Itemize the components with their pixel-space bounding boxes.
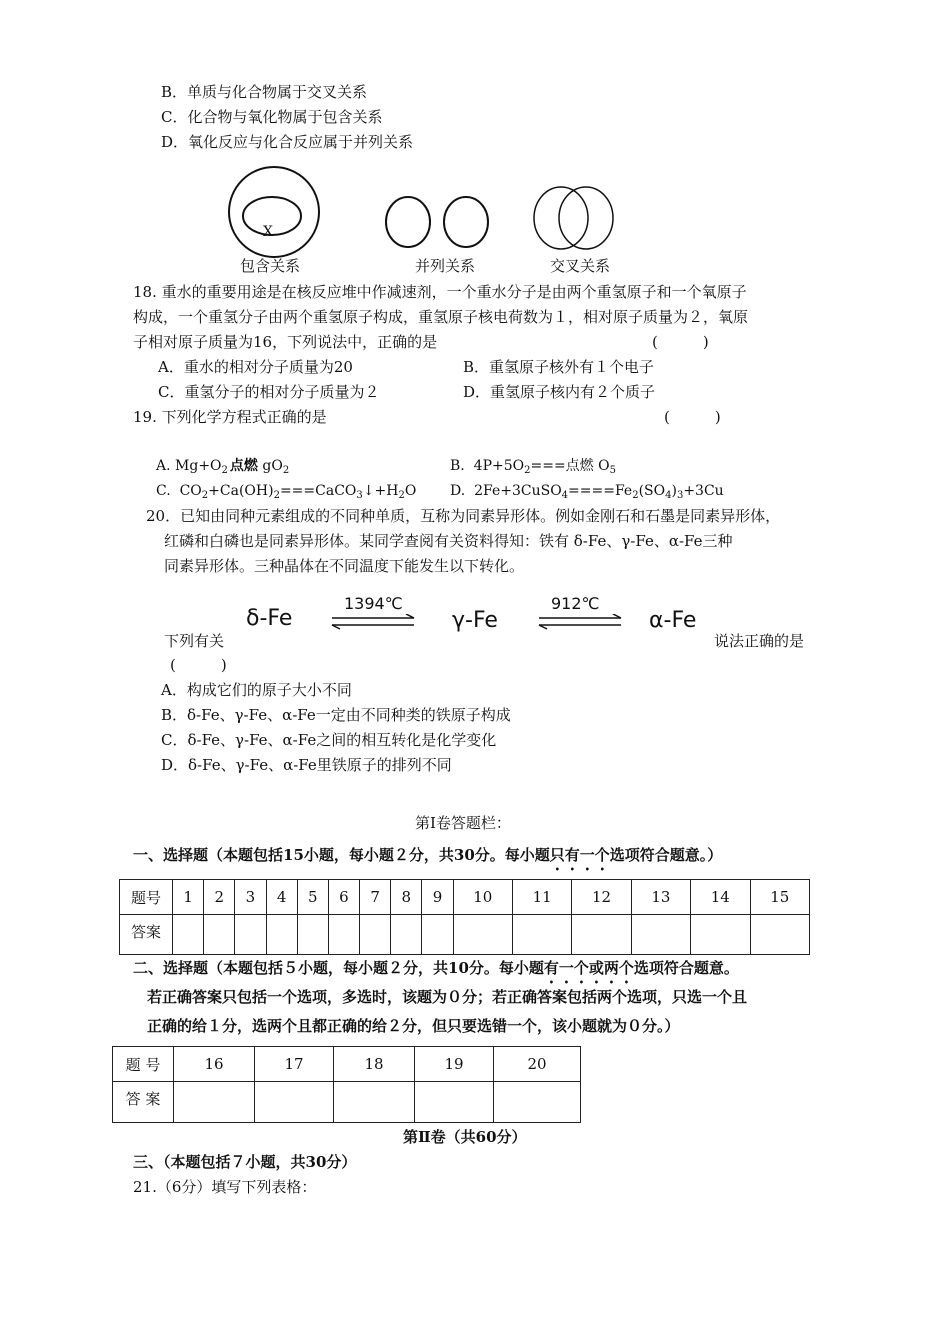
q20-lead-right: 说法正确的是 xyxy=(714,632,805,650)
q18-line-2: 构成，一个重氢分子由两个重氢原子构成，重氢原子核电荷数为１，相对原子质量为２，氧原 xyxy=(133,308,749,326)
cell-num: 1 xyxy=(173,880,204,915)
cell-num: 17 xyxy=(255,1047,334,1082)
parallel-diagram xyxy=(386,197,488,247)
section-1-heading: 一、选择题（本题包括15小题，每小题２分，共30分。每小题只有一个选项符合题意。） xyxy=(133,846,723,864)
q20-line-3: 同素异形体。三种晶体在不同温度下能发生以下转化。 xyxy=(164,557,525,575)
answer-cell[interactable] xyxy=(204,915,235,955)
q19-option-c-lead: C. xyxy=(156,483,171,499)
q17-option-c: C．化合物与氧化物属于包含关系 xyxy=(161,108,383,126)
q19-option-a-sub-2: 2 xyxy=(282,465,290,476)
answer-cell[interactable] xyxy=(328,915,359,955)
cell-num: 9 xyxy=(422,880,453,915)
answer-cell[interactable] xyxy=(360,915,391,955)
cell-num: 14 xyxy=(691,880,750,915)
q19-option-a-sub-1: 2 xyxy=(221,465,228,476)
answer-cell[interactable] xyxy=(266,915,297,955)
answer-cell[interactable] xyxy=(631,915,690,955)
q19-option-b-product: ===点燃 O xyxy=(530,458,610,474)
q17-option-d: D．氧化反应与化合反应属于并列关系 xyxy=(161,133,414,151)
answer-table-1 xyxy=(119,879,810,955)
cell-num: 20 xyxy=(494,1047,581,1082)
cell-num: 8 xyxy=(391,880,422,915)
equilibrium-arrow-2 xyxy=(537,614,623,630)
cell-num: 5 xyxy=(297,880,328,915)
q19-option-d-lead: D. xyxy=(450,483,466,499)
q19-option-b xyxy=(450,456,616,476)
row-head-answer: 答 案 xyxy=(113,1082,174,1123)
part-2-title: 第Ⅱ卷（共60分） xyxy=(403,1128,527,1146)
q18-answer-paren: ( ) xyxy=(652,333,709,351)
answer-sheet-title: 第Ⅰ卷答题栏： xyxy=(415,814,511,832)
section-2-line-3: 正确的给１分，选两个且都正确的给２分，但只要选错一个，该小题就为０分。） xyxy=(147,1017,680,1035)
q19-option-a-condition: 点燃 xyxy=(229,458,258,474)
answer-cell[interactable] xyxy=(494,1082,581,1123)
q20-option-d: D．δ-Fe、γ-Fe、α-Fe里铁原子的排列不同 xyxy=(161,756,452,774)
intersection-diagram xyxy=(534,187,613,249)
inclusion-diagram xyxy=(229,167,319,257)
q20-option-b: B．δ-Fe、γ-Fe、α-Fe一定由不同种类的铁原子构成 xyxy=(161,706,511,724)
section-2-heading: 二、选择题（本题包括５小题，每小题２分，共10分。每小题有一个或两个选项符合题意。 xyxy=(133,959,739,977)
cell-num: 15 xyxy=(750,880,810,915)
table-row-answers xyxy=(113,1082,581,1123)
table-row-numbers xyxy=(120,880,810,915)
q19-option-b-sub-1: 2 xyxy=(524,465,531,476)
label-intersection: 交叉关系 xyxy=(550,257,611,275)
answer-cell[interactable] xyxy=(422,915,453,955)
q19-option-b-sub-2: 5 xyxy=(609,465,616,476)
q19-option-c: C. $CO_2+Ca(OH)_2===CaCO_3↓+H_2O$ xyxy=(156,483,417,501)
q18-option-a: A．重水的相对分子质量为20 xyxy=(158,358,353,376)
temperature-1394: 1394℃ xyxy=(344,594,403,613)
alpha-fe-label: α-Fe xyxy=(649,608,697,633)
q18-line-1: 18. 重水的重要用途是在核反应堆中作减速剂，一个重水分子是由两个重氢原子和一个氧原子 xyxy=(133,283,747,301)
q19-option-b-lead: B. xyxy=(450,458,465,474)
cell-num: 18 xyxy=(334,1047,415,1082)
q20-line-2: 红磷和白磷也是同素异形体。某同学查阅有关资料得知：铁有 δ-Fe、γ-Fe、α-Fe三种 xyxy=(164,532,733,550)
gamma-fe-label: γ-Fe xyxy=(452,608,498,633)
cell-num: 11 xyxy=(512,880,571,915)
answer-cell[interactable] xyxy=(173,915,204,955)
cell-num: 3 xyxy=(235,880,266,915)
q19-option-a-product: gO xyxy=(262,458,283,474)
inclusion-inner-label: X xyxy=(263,224,273,240)
section-3-heading: 三、（本题包括７小题，共30分） xyxy=(133,1153,357,1171)
q18-line-3: 子相对原子质量为16，下列说法中，正确的是 xyxy=(133,333,438,351)
answer-cell[interactable] xyxy=(391,915,422,955)
label-parallel: 并列关系 xyxy=(415,257,476,275)
q21-stem: 21.（6分）填写下列表格： xyxy=(133,1178,317,1196)
answer-cell[interactable] xyxy=(512,915,571,955)
answer-cell[interactable] xyxy=(255,1082,334,1123)
row-head-number: 题号 xyxy=(120,880,173,915)
answer-cell[interactable] xyxy=(691,915,750,955)
answer-cell[interactable] xyxy=(334,1082,415,1123)
answer-table-2 xyxy=(112,1046,581,1123)
cell-num: 6 xyxy=(328,880,359,915)
answer-cell[interactable] xyxy=(174,1082,255,1123)
q18-option-c: C．重氢分子的相对分子质量为２ xyxy=(158,383,380,401)
row-head-number: 题 号 xyxy=(113,1047,174,1082)
q19-option-a xyxy=(156,456,289,476)
emphasis-one-or-two: 有一个或两个 xyxy=(543,959,634,977)
emphasis-only-one: 只有一个 xyxy=(549,846,610,864)
q20-option-c: C．δ-Fe、γ-Fe、α-Fe之间的相互转化是化学变化 xyxy=(161,731,497,749)
label-inclusion: 包含关系 xyxy=(240,257,301,275)
cell-num: 13 xyxy=(631,880,690,915)
q18-option-d: D．重氢原子核内有２个质子 xyxy=(463,383,656,401)
q19-answer-paren: ( ) xyxy=(664,408,721,426)
table-row-numbers xyxy=(113,1047,581,1082)
q20-lead-left: 下列有关 xyxy=(164,632,225,650)
q19-option-d: D. $2Fe+3CuSO_4====Fe_2(SO_4)_3+3Cu$ xyxy=(450,483,724,501)
answer-cell[interactable] xyxy=(750,915,810,955)
q18-option-b: B．重氢原子核外有１个电子 xyxy=(463,358,655,376)
section-2-line-2: 若正确答案只包括一个选项，多选时，该题为０分；若正确答案包括两个选项，只选一个且 xyxy=(147,988,748,1006)
answer-cell[interactable] xyxy=(235,915,266,955)
cell-num: 19 xyxy=(415,1047,494,1082)
answer-cell[interactable] xyxy=(415,1082,494,1123)
answer-cell[interactable] xyxy=(572,915,631,955)
q19-option-a-lead: A. xyxy=(156,458,171,474)
q20-option-a: A．构成它们的原子大小不同 xyxy=(161,681,352,699)
cell-num: 12 xyxy=(572,880,631,915)
q20-line-1: 20．已知由同种元素组成的不同种单质，互称为同素异形体。例如金刚石和石墨是同素异形体， xyxy=(146,507,781,525)
table-row-answers xyxy=(120,915,810,955)
row-head-answer: 答案 xyxy=(120,915,173,955)
delta-fe-label: δ-Fe xyxy=(246,606,293,631)
q19-option-b-reactant: 4P+5O xyxy=(473,458,525,474)
equilibrium-arrow-1 xyxy=(330,614,416,630)
temperature-912: 912℃ xyxy=(551,594,600,613)
q19-option-a-reactant: Mg+O xyxy=(175,458,222,474)
answer-cell[interactable] xyxy=(453,915,512,955)
cell-num: 16 xyxy=(174,1047,255,1082)
cell-num: 2 xyxy=(204,880,235,915)
q20-answer-paren: ( ) xyxy=(170,656,227,674)
q17-option-b: B．单质与化合物属于交叉关系 xyxy=(161,83,368,101)
answer-cell[interactable] xyxy=(297,915,328,955)
cell-num: 10 xyxy=(453,880,512,915)
q19-stem: 19. 下列化学方程式正确的是 xyxy=(133,408,327,426)
cell-num: 4 xyxy=(266,880,297,915)
cell-num: 7 xyxy=(360,880,391,915)
